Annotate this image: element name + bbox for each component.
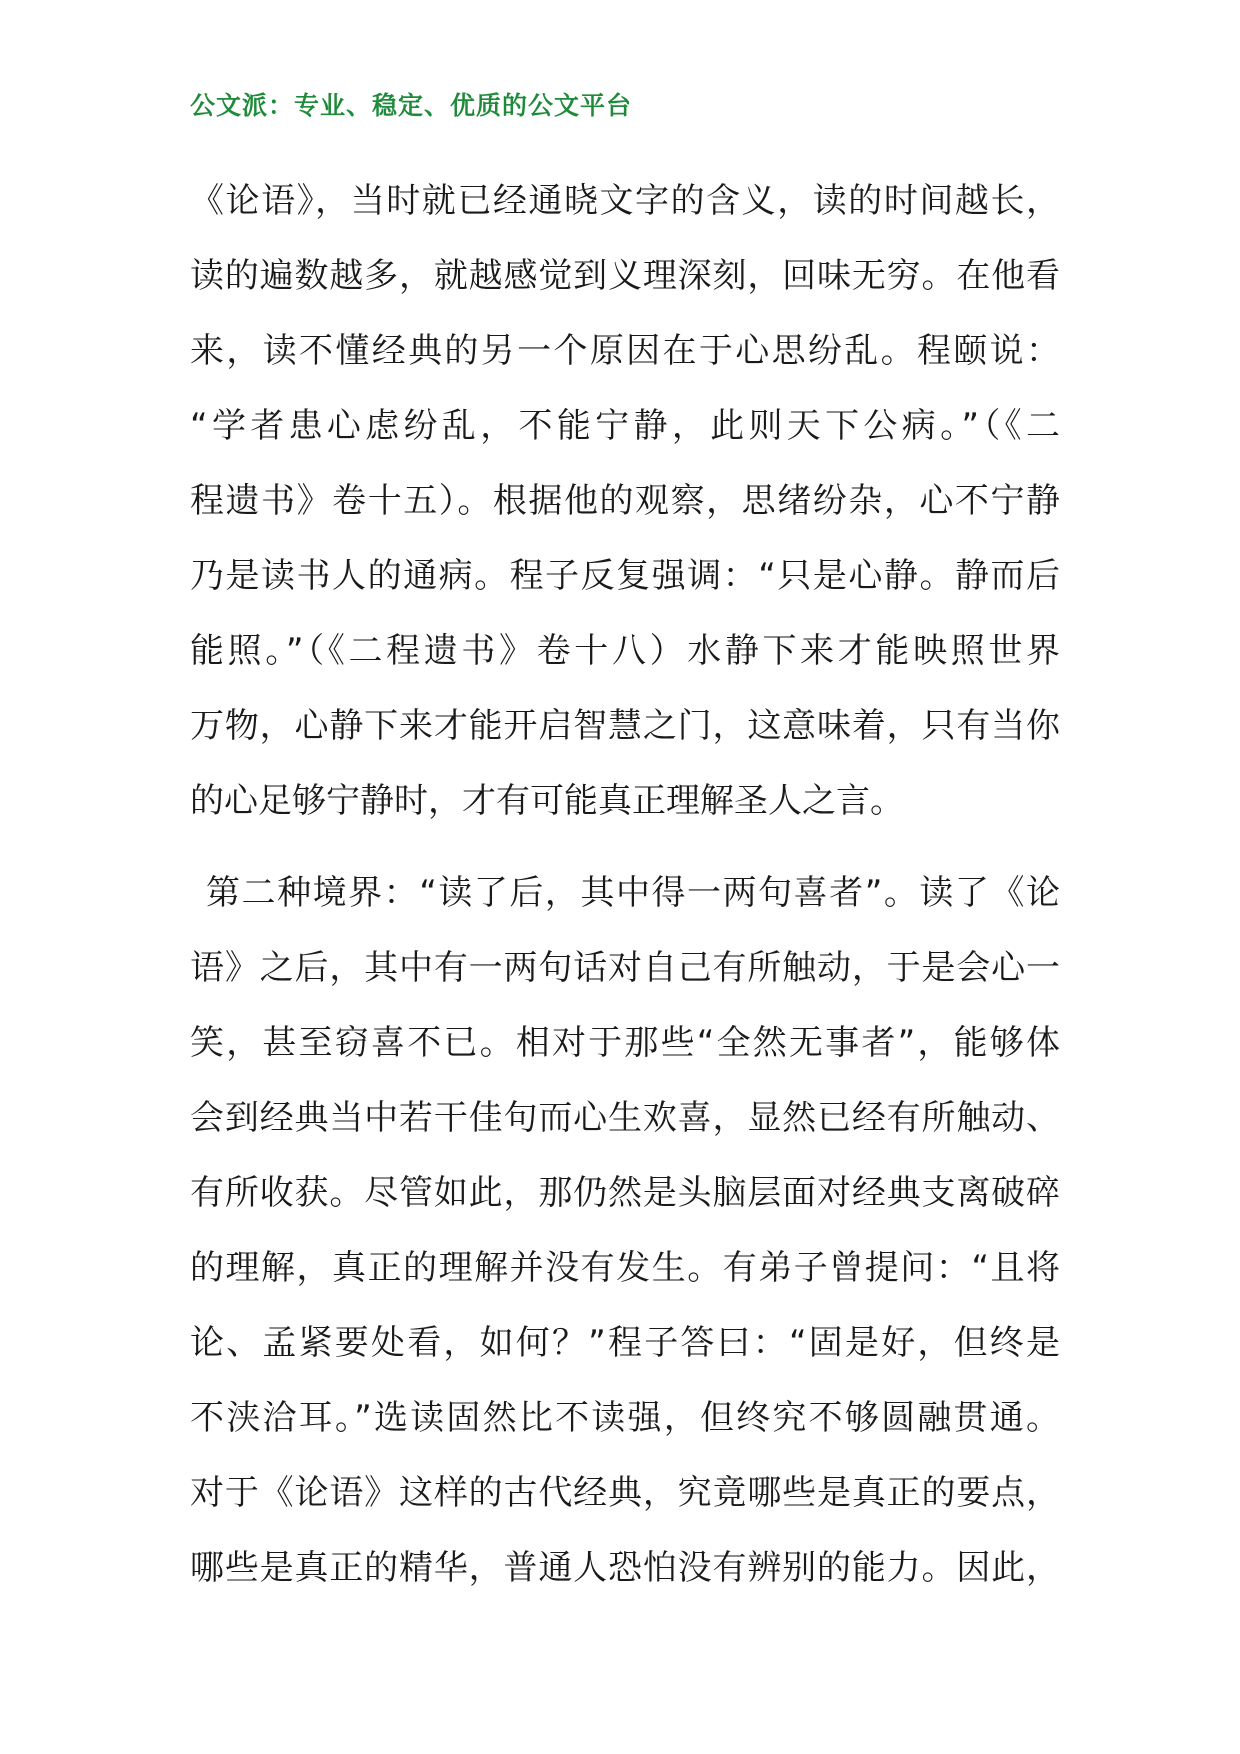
text-line: 万物，心静下来才能开启智慧之门，这意味着，只有当你 bbox=[190, 706, 1060, 746]
text-line: 乃是读书人的通病。程子反复强调：“只是心静。静而后 bbox=[190, 556, 1060, 596]
text-line: “学者患心虑纷乱，不能宁静，此则天下公病。”（《二 bbox=[190, 406, 1060, 446]
text-line: 能照。”（《二程遗书》卷十八）水静下来才能映照世界 bbox=[190, 631, 1060, 671]
text-line: 的心足够宁静时，才有可能真正理解圣人之言。 bbox=[190, 781, 904, 821]
text-line: 读的遍数越多，就越感觉到义理深刻，回味无穷。在他看 bbox=[190, 256, 1060, 296]
text-line: 对于《论语》这样的古代经典，究竟哪些是真正的要点， bbox=[190, 1473, 1060, 1513]
document-body bbox=[190, 164, 1060, 1606]
text-line: 哪些是真正的精华，普通人恐怕没有辨别的能力。因此， bbox=[190, 1548, 1060, 1588]
paragraph-gap bbox=[190, 839, 1060, 856]
text-line: 会到经典当中若干佳句而心生欢喜，显然已经有所触动、 bbox=[190, 1098, 1060, 1138]
text-line: 来，读不懂经典的另一个原因在于心思纷乱。程颐说： bbox=[190, 331, 1060, 371]
text-line: 的理解，真正的理解并没有发生。有弟子曾提问：“且将 bbox=[190, 1248, 1060, 1288]
text-line: 不浃洽耳。”选读固然比不读强，但终究不够圆融贯通。 bbox=[190, 1398, 1060, 1438]
text-line: 程遗书》卷十五）。根据他的观察，思绪纷杂，心不宁静 bbox=[190, 481, 1060, 521]
text-line: 语》之后，其中有一两句话对自己有所触动，于是会心一 bbox=[190, 948, 1060, 988]
text-line: 论、孟紧要处看，如何？”程子答曰：“固是好，但终是 bbox=[190, 1323, 1060, 1363]
text-line: 笑，甚至窃喜不已。相对于那些“全然无事者”，能够体 bbox=[190, 1023, 1060, 1063]
text-line: 第二种境界：“读了后，其中得一两句喜者”。读了《论 bbox=[206, 873, 1060, 913]
text-line: 《论语》，当时就已经通晓文字的含义，读的时间越长， bbox=[190, 181, 1060, 221]
document-header-title: 公文派：专业、稳定、优质的公文平台 bbox=[190, 91, 633, 120]
text-line: 有所收获。尽管如此，那仍然是头脑层面对经典支离破碎 bbox=[190, 1173, 1060, 1213]
